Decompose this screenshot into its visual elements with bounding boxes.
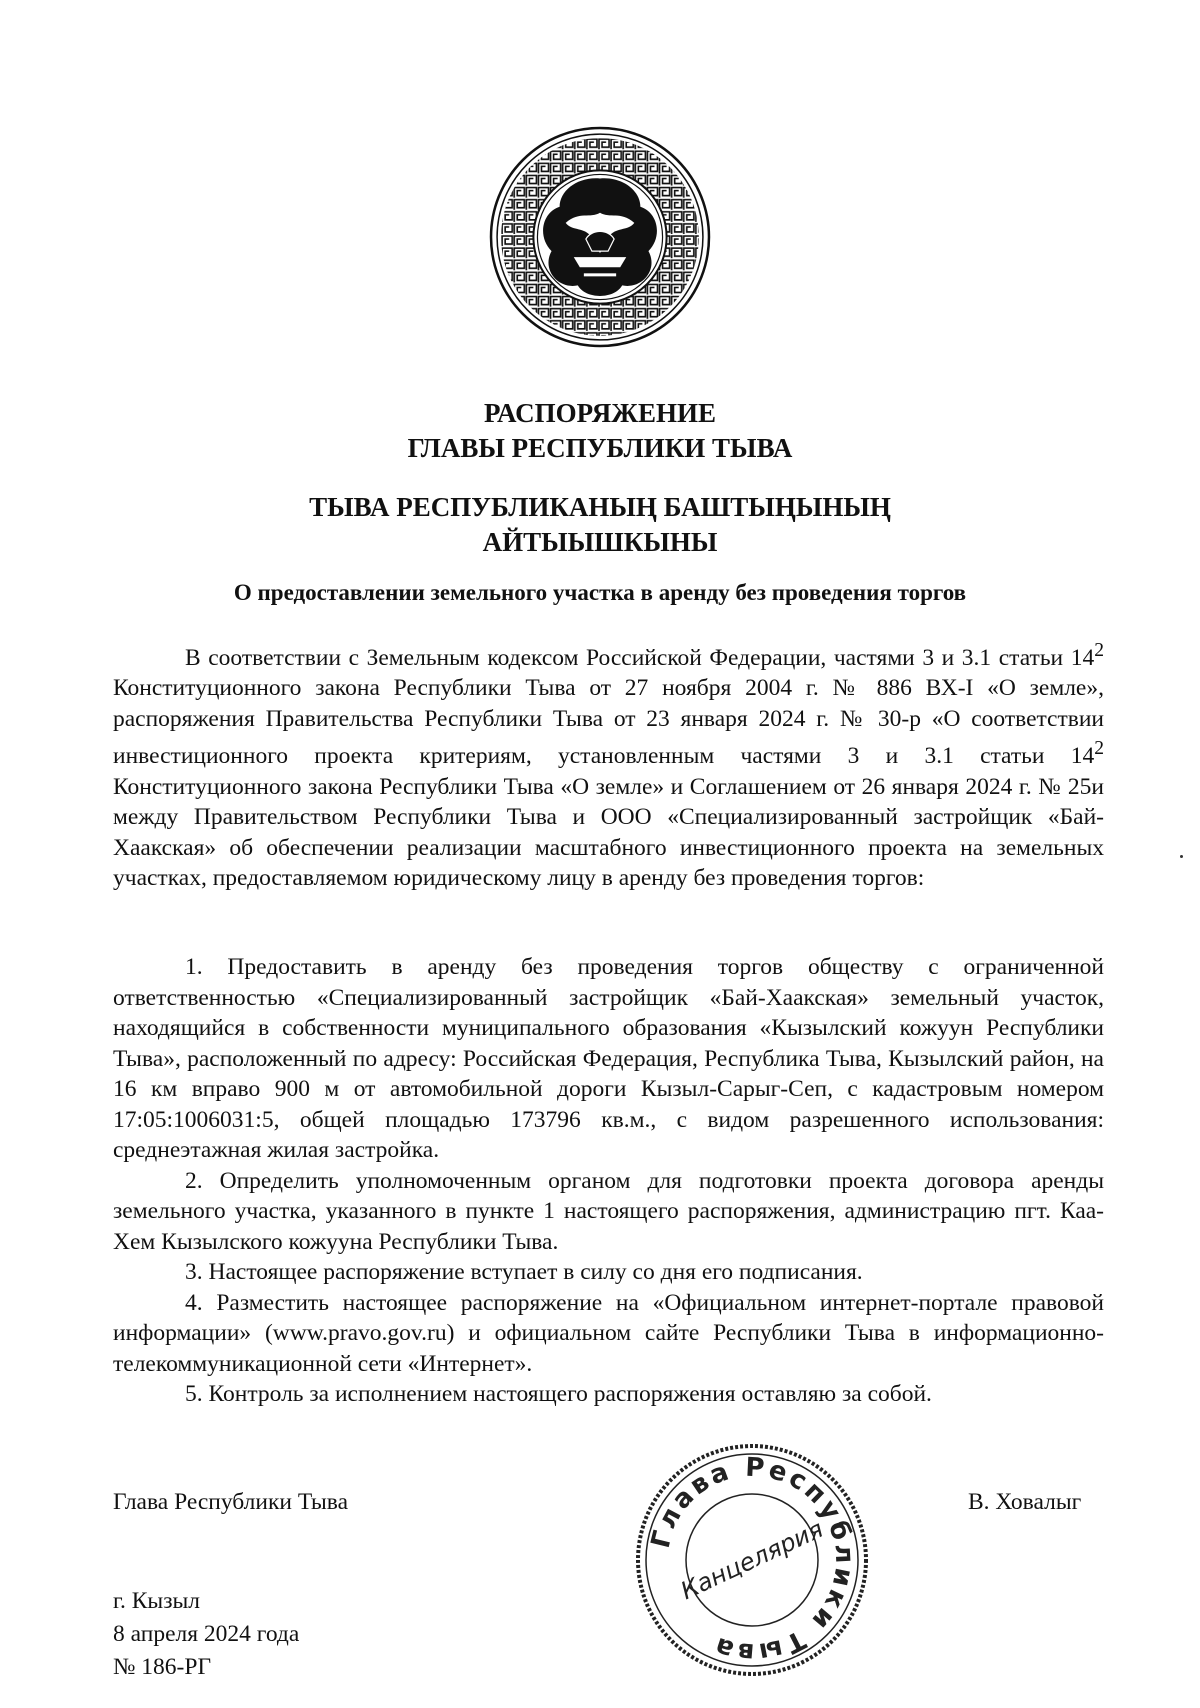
signatory-name: В. Ховалыг: [968, 1489, 1082, 1515]
stamp-ring-text: Глава Республики Тыва: [645, 1452, 860, 1668]
order-items-list: [113, 952, 1104, 1410]
order-item-1: 1. Предоставить в аренду без проведения торгов обществу с ограниченной ответственностью «Специализированный застройщик «Бай-Хаакская» земельный участок, находящийся в собственности муниципального образования «Кызылский кожуун Республики Тыва», расположенный по адресу: Российская Федерация, Республика Тыва, Кызылский район, на 16 км вправо 900 м от автомобильной дороги Кызыл-Сарыг-Сеп, с кадастровым номером 17:05:1006031:5, общей площадью 173796 кв.м., с видом разрешенного использования: среднеэтажная жилая застройка.: [113, 954, 1104, 1163]
official-round-stamp-icon: [632, 1440, 872, 1680]
tuvan-title-line-2: АЙТЫЫШКЫНЫ: [482, 527, 718, 557]
issue-place: г. Кызыл: [113, 1588, 201, 1614]
title-line-2: ГЛАВЫ РЕСПУБЛИКИ ТЫВА: [407, 433, 793, 463]
order-item-5: 5. Контроль за исполнением настоящего распоряжения оставляю за собой.: [185, 1381, 932, 1407]
scan-speck: [1180, 855, 1183, 858]
order-item-3: 3. Настоящее распоряжение вступает в силу со дня его подписания.: [185, 1259, 863, 1285]
preamble-paragraph: [113, 636, 1104, 894]
article-superscript-1: 2: [1094, 640, 1104, 661]
preamble-part-1: В соответствии с Земельным кодексом Российской Федерации, частями 3 и 3.1 статьи 14: [185, 644, 1095, 671]
article-superscript-2: 2: [1094, 738, 1104, 760]
document-type-title-tuvan: [0, 490, 1200, 560]
stamp-center-text: Канцелярия: [676, 1514, 828, 1606]
document-type-title: [0, 396, 1200, 466]
signatory-position: Глава Республики Тыва: [113, 1489, 349, 1515]
order-item-4: 4. Разместить настоящее распоряжение на «Официальном интернет-портале правовой информации» (www.pravo.gov.ru) и официальном сайте Республики Тыва в информационно-телекоммуникационной сети «Интернет».: [113, 1289, 1104, 1377]
order-item-2: 2. Определить уполномоченным органом для подготовки проекта договора аренды земельного участка, указанного в пункте 1 настоящего распоряжения, администрацию пгт. Каа-Хем Кызылского кожууна Республики Тыва.: [113, 1167, 1104, 1255]
title-line-1: РАСПОРЯЖЕНИЕ: [483, 398, 717, 428]
document-subject: О предоставлении земельного участка в аренду без проведения торгов: [233, 580, 967, 605]
preamble-part-3: Конституционного закона Республики Тыва «О земле» и Соглашением от 26 января 2024 г. № 25и между Правительством Республики Тыва и ООО «Специализированный застройщик «Бай-Хаакская» об обеспечении реализации масштабного инвестиционного проекта на земельных участках, предоставляемом юридическому лицу в аренду без проведения торгов:: [113, 773, 1104, 892]
tuvan-title-line-1: ТЫВА РЕСПУБЛИКАНЫҢ БАШТЫҢЫНЫҢ: [309, 492, 891, 522]
issue-date: 8 апреля 2024 года: [113, 1621, 300, 1647]
tuva-coat-of-arms-icon: [489, 126, 711, 348]
preamble-part-2: Конституционного закона Республики Тыва от 27 ноября 2004 г. № 886 ВХ-I «О земле», распоряжения Правительства Республики Тыва от 23 января 2024 г. № 30-р «О соответствии инвестиционного проекта критериям, установленным частями 3 и 3.1 статьи 14: [113, 675, 1104, 770]
document-number: № 186-РГ: [113, 1654, 212, 1680]
